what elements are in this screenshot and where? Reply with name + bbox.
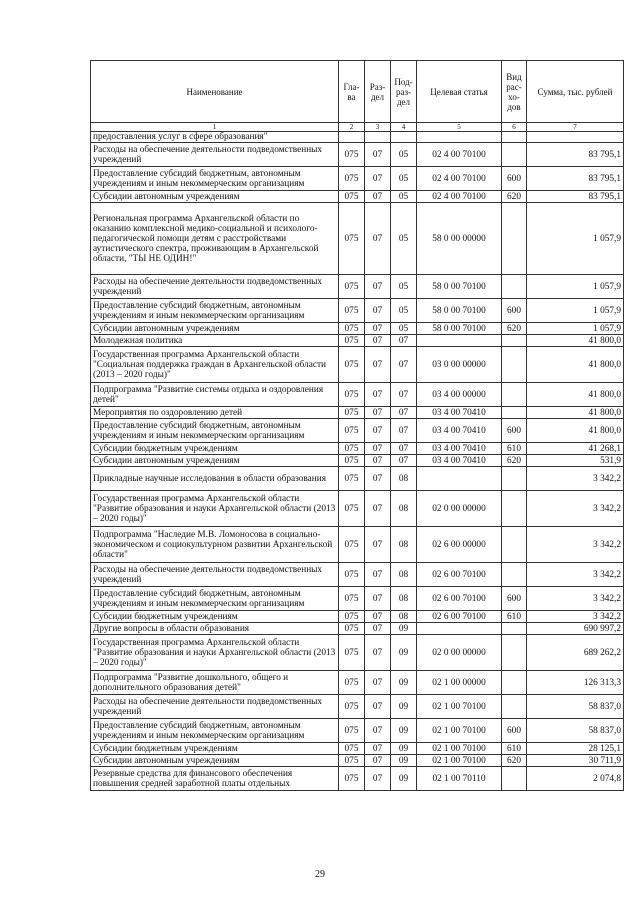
header-sum: Сумма, тыс. рублей <box>527 61 624 123</box>
row-sum: 126 313,3 <box>527 671 624 695</box>
column-number: 6 <box>502 123 527 132</box>
row-target: 02 0 00 00000 <box>417 491 502 527</box>
row-podrazdel: 05 <box>391 275 417 299</box>
row-glava: 075 <box>339 335 365 347</box>
row-vid <box>502 335 527 347</box>
column-number: 2 <box>339 123 365 132</box>
row-sum: 41 800,0 <box>527 347 624 383</box>
row-razdel: 07 <box>365 623 391 635</box>
row-name: Резервные средства для финансового обеспечения повышения средней заработной платы отдельных <box>91 767 339 791</box>
row-razdel: 07 <box>365 635 391 671</box>
row-glava: 075 <box>339 491 365 527</box>
row-target: 02 1 00 70110 <box>417 767 502 791</box>
row-target: 03 4 00 00000 <box>417 383 502 407</box>
header-row <box>91 61 624 123</box>
row-vid <box>502 695 527 719</box>
row-razdel: 07 <box>365 743 391 755</box>
row-razdel: 07 <box>365 191 391 203</box>
row-glava: 075 <box>339 143 365 167</box>
row-podrazdel: 08 <box>391 611 417 623</box>
row-sum: 41 800,0 <box>527 335 624 347</box>
row-name: Субсидии автономным учреждениям <box>91 455 339 467</box>
row-razdel: 07 <box>365 671 391 695</box>
row-name: Другие вопросы в области образования <box>91 623 339 635</box>
row-sum: 1 057,9 <box>527 203 624 275</box>
row-vid <box>502 527 527 563</box>
row-vid <box>502 671 527 695</box>
row-podrazdel: 08 <box>391 563 417 587</box>
row-name: Предоставление субсидий бюджетным, автономным учреждениям и иным некоммерческим организациям <box>91 167 339 191</box>
row-razdel: 07 <box>365 527 391 563</box>
row-podrazdel: 05 <box>391 203 417 275</box>
row-target: 03 4 00 70410 <box>417 443 502 455</box>
row-target: 58 0 00 70100 <box>417 323 502 335</box>
row-vid <box>502 563 527 587</box>
row-razdel: 07 <box>365 467 391 491</box>
row-target: 03 4 00 70410 <box>417 419 502 443</box>
row-glava: 075 <box>339 347 365 383</box>
row-sum: 1 057,9 <box>527 275 624 299</box>
table-row <box>91 743 624 755</box>
row-glava: 075 <box>339 587 365 611</box>
row-target: 02 6 00 70100 <box>417 563 502 587</box>
row-glava: 075 <box>339 695 365 719</box>
table-row <box>91 671 624 695</box>
row-sum: 41 800,0 <box>527 419 624 443</box>
row-razdel: 07 <box>365 719 391 743</box>
row-name: Региональная программа Архангельской области по оказанию комплексной медико-социальной и психолого-педагогической помощи детям с расстройствами аутистического спектра, проживающим в Архангельской области, "ТЫ НЕ ОДИН!" <box>91 203 339 275</box>
header-glava: Гла-ва <box>339 61 365 123</box>
table-row <box>91 167 624 191</box>
row-sum: 83 795,1 <box>527 191 624 203</box>
row-glava: 075 <box>339 419 365 443</box>
table-row <box>91 587 624 611</box>
row-target: 03 4 00 70410 <box>417 455 502 467</box>
row-sum: 3 342,2 <box>527 491 624 527</box>
row-glava: 075 <box>339 527 365 563</box>
row-razdel: 07 <box>365 167 391 191</box>
row-razdel: 07 <box>365 767 391 791</box>
row-razdel: 07 <box>365 335 391 347</box>
row-razdel <box>365 132 391 143</box>
row-razdel: 07 <box>365 347 391 383</box>
row-name: Субсидии автономным учреждениям <box>91 323 339 335</box>
row-vid <box>502 467 527 491</box>
table-body <box>91 132 624 791</box>
row-glava: 075 <box>339 203 365 275</box>
row-podrazdel: 09 <box>391 671 417 695</box>
row-target: 02 6 00 70100 <box>417 587 502 611</box>
row-name: предоставления услуг в сфере образования" <box>91 132 339 143</box>
row-podrazdel: 07 <box>391 455 417 467</box>
row-name: Прикладные научные исследования в области образования <box>91 467 339 491</box>
column-number: 1 <box>91 123 339 132</box>
row-name: Предоставление субсидий бюджетным, автономным учреждениям и иным некоммерческим организациям <box>91 719 339 743</box>
row-name: Государственная программа Архангельской области "Социальная поддержка граждан в Архангельской области (2013 – 2020 годы)" <box>91 347 339 383</box>
row-vid: 600 <box>502 167 527 191</box>
row-glava: 075 <box>339 467 365 491</box>
row-target <box>417 335 502 347</box>
table-row <box>91 527 624 563</box>
row-glava: 075 <box>339 443 365 455</box>
row-razdel: 07 <box>365 611 391 623</box>
page-number: 29 <box>315 869 325 880</box>
row-podrazdel: 05 <box>391 143 417 167</box>
row-target <box>417 467 502 491</box>
row-razdel: 07 <box>365 299 391 323</box>
budget-table <box>90 60 624 791</box>
row-podrazdel: 05 <box>391 191 417 203</box>
row-vid: 620 <box>502 323 527 335</box>
row-vid: 600 <box>502 587 527 611</box>
table-row <box>91 719 624 743</box>
column-number: 5 <box>417 123 502 132</box>
row-target <box>417 132 502 143</box>
table-row <box>91 563 624 587</box>
row-podrazdel: 09 <box>391 623 417 635</box>
row-sum: 3 342,2 <box>527 563 624 587</box>
table-row <box>91 755 624 767</box>
row-podrazdel: 07 <box>391 407 417 419</box>
row-name: Субсидии бюджетным учреждениям <box>91 611 339 623</box>
row-target: 58 0 00 70100 <box>417 275 502 299</box>
row-vid: 610 <box>502 443 527 455</box>
row-sum: 41 800,0 <box>527 383 624 407</box>
row-vid <box>502 203 527 275</box>
row-glava: 075 <box>339 383 365 407</box>
row-glava: 075 <box>339 767 365 791</box>
row-razdel: 07 <box>365 563 391 587</box>
row-razdel: 07 <box>365 455 391 467</box>
row-glava: 075 <box>339 407 365 419</box>
row-target: 03 0 00 00000 <box>417 347 502 383</box>
row-podrazdel: 09 <box>391 719 417 743</box>
table-row <box>91 323 624 335</box>
row-name: Предоставление субсидий бюджетным, автономным учреждениям и иным некоммерческим организациям <box>91 299 339 323</box>
table-row <box>91 695 624 719</box>
row-sum: 3 342,2 <box>527 467 624 491</box>
table-row <box>91 383 624 407</box>
row-vid: 610 <box>502 743 527 755</box>
row-target: 02 1 00 00000 <box>417 671 502 695</box>
header-name: Наименование <box>91 61 339 123</box>
row-glava: 075 <box>339 167 365 191</box>
table-row <box>91 335 624 347</box>
row-sum: 1 057,9 <box>527 299 624 323</box>
row-glava: 075 <box>339 755 365 767</box>
table-row <box>91 347 624 383</box>
row-sum: 689 262,2 <box>527 635 624 671</box>
row-sum: 30 711,9 <box>527 755 624 767</box>
header-target: Целевая статья <box>417 61 502 123</box>
table-row <box>91 203 624 275</box>
row-glava: 075 <box>339 611 365 623</box>
row-name: Предоставление субсидий бюджетным, автономным учреждениям и иным некоммерческим организациям <box>91 419 339 443</box>
table-row <box>91 491 624 527</box>
row-glava: 075 <box>339 455 365 467</box>
row-podrazdel: 08 <box>391 467 417 491</box>
row-podrazdel: 09 <box>391 767 417 791</box>
row-vid <box>502 491 527 527</box>
row-podrazdel: 09 <box>391 695 417 719</box>
row-sum: 690 997,2 <box>527 623 624 635</box>
header-vid: Вид рас-хо-дов <box>502 61 527 123</box>
row-podrazdel: 08 <box>391 527 417 563</box>
row-vid: 600 <box>502 719 527 743</box>
row-podrazdel: 07 <box>391 419 417 443</box>
row-name: Расходы на обеспечение деятельности подведомственных учреждений <box>91 695 339 719</box>
column-number: 7 <box>527 123 624 132</box>
row-razdel: 07 <box>365 491 391 527</box>
row-sum: 58 837,0 <box>527 719 624 743</box>
column-number: 3 <box>365 123 391 132</box>
row-podrazdel <box>391 132 417 143</box>
table-row <box>91 623 624 635</box>
row-glava: 075 <box>339 299 365 323</box>
row-razdel: 07 <box>365 587 391 611</box>
row-sum: 41 800,0 <box>527 407 624 419</box>
table-row <box>91 407 624 419</box>
row-name: Подпрограмма "Наследие М.В. Ломоносова в социально-экономическом и социокультурном развитии Архангельской области" <box>91 527 339 563</box>
row-razdel: 07 <box>365 695 391 719</box>
row-vid <box>502 767 527 791</box>
row-razdel: 07 <box>365 323 391 335</box>
row-sum: 531,9 <box>527 455 624 467</box>
row-target: 02 4 00 70100 <box>417 167 502 191</box>
row-glava: 075 <box>339 719 365 743</box>
row-sum: 3 342,2 <box>527 611 624 623</box>
header-razdel: Раз-дел <box>365 61 391 123</box>
row-name: Подпрограмма "Развитие дошкольного, общего и дополнительного образования детей" <box>91 671 339 695</box>
row-vid <box>502 347 527 383</box>
row-target: 02 6 00 70100 <box>417 611 502 623</box>
row-name: Мероприятия по оздоровлению детей <box>91 407 339 419</box>
table-row <box>91 467 624 491</box>
header-podrazdel: Под-раз-дел <box>391 61 417 123</box>
row-podrazdel: 07 <box>391 443 417 455</box>
row-target: 03 4 00 70410 <box>417 407 502 419</box>
row-sum: 2 074,8 <box>527 767 624 791</box>
row-podrazdel: 09 <box>391 635 417 671</box>
row-podrazdel: 05 <box>391 323 417 335</box>
row-podrazdel: 09 <box>391 743 417 755</box>
row-razdel: 07 <box>365 383 391 407</box>
row-vid <box>502 132 527 143</box>
table-row <box>91 275 624 299</box>
row-razdel: 07 <box>365 419 391 443</box>
row-name: Субсидии автономным учреждениям <box>91 191 339 203</box>
row-razdel: 07 <box>365 755 391 767</box>
row-name: Расходы на обеспечение деятельности подведомственных учреждений <box>91 563 339 587</box>
row-vid: 600 <box>502 419 527 443</box>
table-row <box>91 455 624 467</box>
table-row <box>91 635 624 671</box>
table-row <box>91 419 624 443</box>
row-sum: 83 795,1 <box>527 167 624 191</box>
row-target: 02 0 00 00000 <box>417 635 502 671</box>
row-razdel: 07 <box>365 407 391 419</box>
row-podrazdel: 08 <box>391 491 417 527</box>
row-podrazdel: 07 <box>391 347 417 383</box>
row-glava: 075 <box>339 635 365 671</box>
row-podrazdel: 09 <box>391 755 417 767</box>
table-row <box>91 143 624 167</box>
row-sum: 83 795,1 <box>527 143 624 167</box>
row-sum: 1 057,9 <box>527 323 624 335</box>
row-target: 58 0 00 70100 <box>417 299 502 323</box>
table-row <box>91 132 624 143</box>
row-sum: 41 268,1 <box>527 443 624 455</box>
row-target: 02 1 00 70100 <box>417 719 502 743</box>
row-sum: 3 342,2 <box>527 527 624 563</box>
row-name: Субсидии бюджетным учреждениям <box>91 743 339 755</box>
row-glava <box>339 132 365 143</box>
row-vid <box>502 623 527 635</box>
row-razdel: 07 <box>365 143 391 167</box>
row-vid <box>502 635 527 671</box>
row-glava: 075 <box>339 275 365 299</box>
row-target: 02 4 00 70100 <box>417 143 502 167</box>
row-name: Расходы на обеспечение деятельности подведомственных учреждений <box>91 275 339 299</box>
row-vid: 610 <box>502 611 527 623</box>
row-name: Предоставление субсидий бюджетным, автономным учреждениям и иным некоммерческим организациям <box>91 587 339 611</box>
row-name: Государственная программа Архангельской области "Развитие образования и науки Архангельской области (2013 – 2020 годы)" <box>91 635 339 671</box>
row-target: 02 6 00 00000 <box>417 527 502 563</box>
row-glava: 075 <box>339 671 365 695</box>
row-vid: 620 <box>502 755 527 767</box>
row-name: Субсидии бюджетным учреждениям <box>91 443 339 455</box>
row-target: 02 1 00 70100 <box>417 695 502 719</box>
row-target <box>417 623 502 635</box>
row-glava: 075 <box>339 743 365 755</box>
row-podrazdel: 05 <box>391 299 417 323</box>
row-name: Подпрограмма "Развитие системы отдыха и оздоровления детей" <box>91 383 339 407</box>
column-number-row <box>91 123 624 132</box>
table-row <box>91 611 624 623</box>
row-razdel: 07 <box>365 275 391 299</box>
row-vid <box>502 275 527 299</box>
row-target: 02 1 00 70100 <box>417 755 502 767</box>
row-name: Субсидии автономным учреждениям <box>91 755 339 767</box>
row-name: Расходы на обеспечение деятельности подведомственных учреждений <box>91 143 339 167</box>
row-sum: 58 837,0 <box>527 695 624 719</box>
row-vid: 620 <box>502 191 527 203</box>
row-glava: 075 <box>339 323 365 335</box>
column-number: 4 <box>391 123 417 132</box>
row-vid <box>502 383 527 407</box>
row-glava: 075 <box>339 623 365 635</box>
row-name: Государственная программа Архангельской области "Развитие образования и науки Архангельской области (2013 – 2020 годы)" <box>91 491 339 527</box>
row-glava: 075 <box>339 191 365 203</box>
row-target: 02 1 00 70100 <box>417 743 502 755</box>
row-razdel: 07 <box>365 443 391 455</box>
table-row <box>91 443 624 455</box>
row-vid <box>502 407 527 419</box>
row-target: 58 0 00 00000 <box>417 203 502 275</box>
row-name: Молодежная политика <box>91 335 339 347</box>
row-sum: 28 125,1 <box>527 743 624 755</box>
table-row <box>91 299 624 323</box>
row-podrazdel: 07 <box>391 383 417 407</box>
row-vid: 620 <box>502 455 527 467</box>
row-podrazdel: 05 <box>391 167 417 191</box>
row-podrazdel: 07 <box>391 335 417 347</box>
row-target: 02 4 00 70100 <box>417 191 502 203</box>
table-row <box>91 191 624 203</box>
row-glava: 075 <box>339 563 365 587</box>
row-sum: 3 342,2 <box>527 587 624 611</box>
row-razdel: 07 <box>365 203 391 275</box>
row-vid <box>502 143 527 167</box>
row-sum <box>527 132 624 143</box>
row-podrazdel: 08 <box>391 587 417 611</box>
table-row <box>91 767 624 791</box>
row-vid: 600 <box>502 299 527 323</box>
